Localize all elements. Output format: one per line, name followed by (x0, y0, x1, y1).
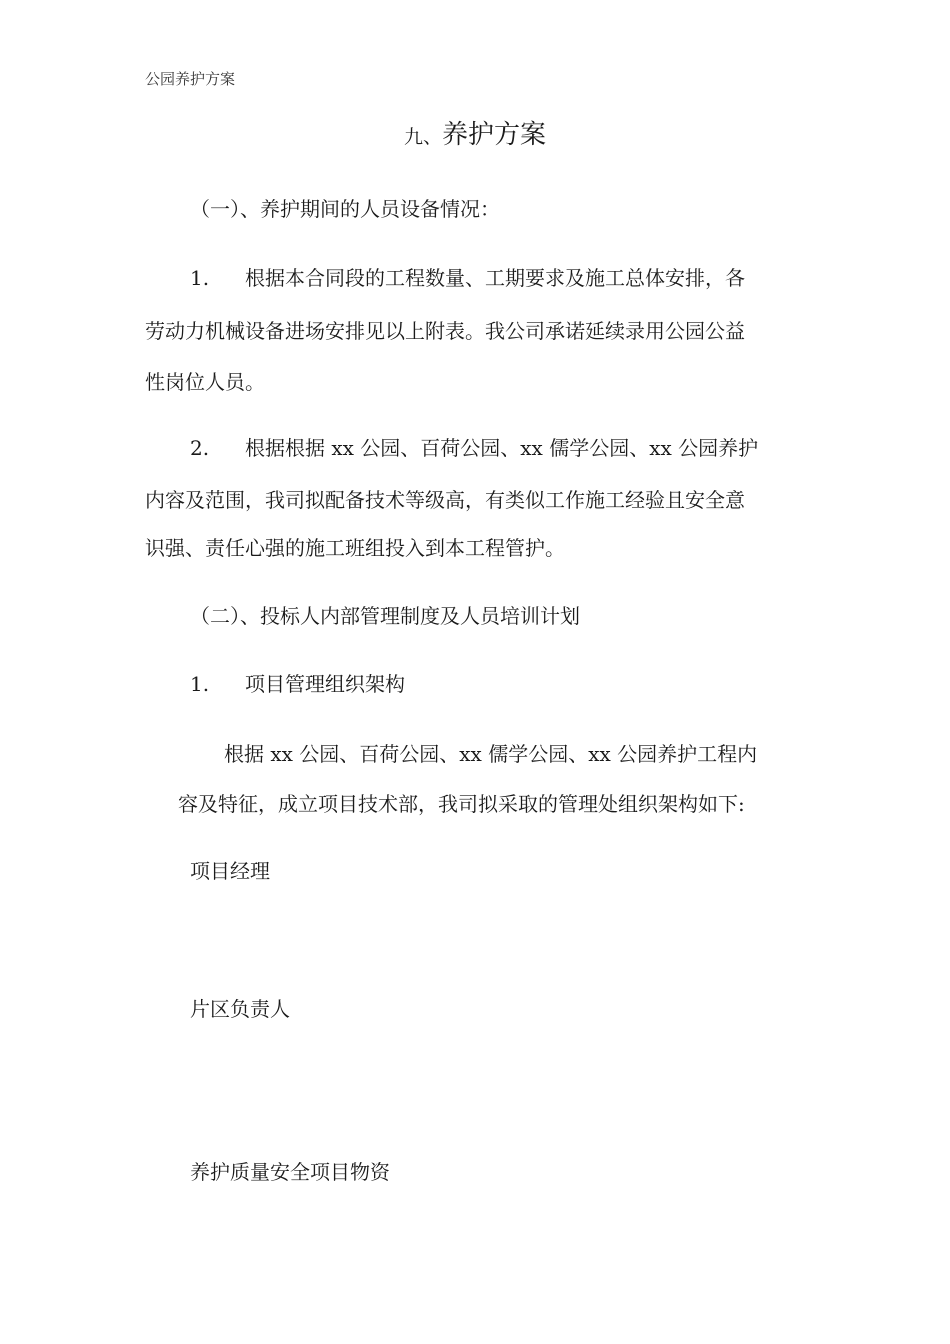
section1-item2-number: 2. (190, 436, 210, 460)
section2-item1 (190, 668, 405, 697)
section1-item1-line1 (190, 262, 745, 291)
section1-item1-line3: 性岗位人员。 (145, 370, 265, 394)
section1-item2-line2: 内容及范围，我司拟配备技术等级高，有类似工作施工经验且安全意 (145, 488, 745, 512)
org-level3: 养护质量安全项目物资 (190, 1160, 390, 1184)
org-level2: 片区负责人 (190, 997, 290, 1021)
section2-item1-number: 1. (190, 672, 210, 696)
section1-item2-line1 (190, 432, 758, 461)
section1-item1-text1: 根据本合同段的工程数量、工期要求及施工总体安排，各 (245, 266, 745, 290)
section1-item2-line3: 识强、责任心强的施工班组投入到本工程管护。 (145, 536, 565, 560)
section2-para-line1: 根据 xx 公园、百荷公园、xx 儒学公园、xx 公园养护工程内 (224, 742, 758, 766)
section1-item1-number: 1. (190, 266, 210, 290)
org-level1: 项目经理 (190, 859, 270, 883)
section2-heading: （二）、投标人内部管理制度及人员培训计划 (190, 604, 580, 628)
running-header: 公园养护方案 (145, 70, 236, 88)
title-text: 养护方案 (442, 120, 547, 150)
section1-heading: （一）、养护期间的人员设备情况： (190, 197, 500, 221)
page-title (0, 114, 950, 151)
section1-item2-text1: 根据根据 xx 公园、百荷公园、xx 儒学公园、xx 公园养护 (245, 436, 759, 460)
section2-para-line2: 容及特征，成立项目技术部，我司拟采取的管理处组织架构如下: (178, 792, 745, 816)
section1-item1-line2: 劳动力机械设备进场安排见以上附表。我公司承诺延续录用公园公益 (145, 319, 745, 343)
section2-item1-text: 项目管理组织架构 (245, 672, 405, 696)
title-number: 九、 (403, 126, 442, 148)
